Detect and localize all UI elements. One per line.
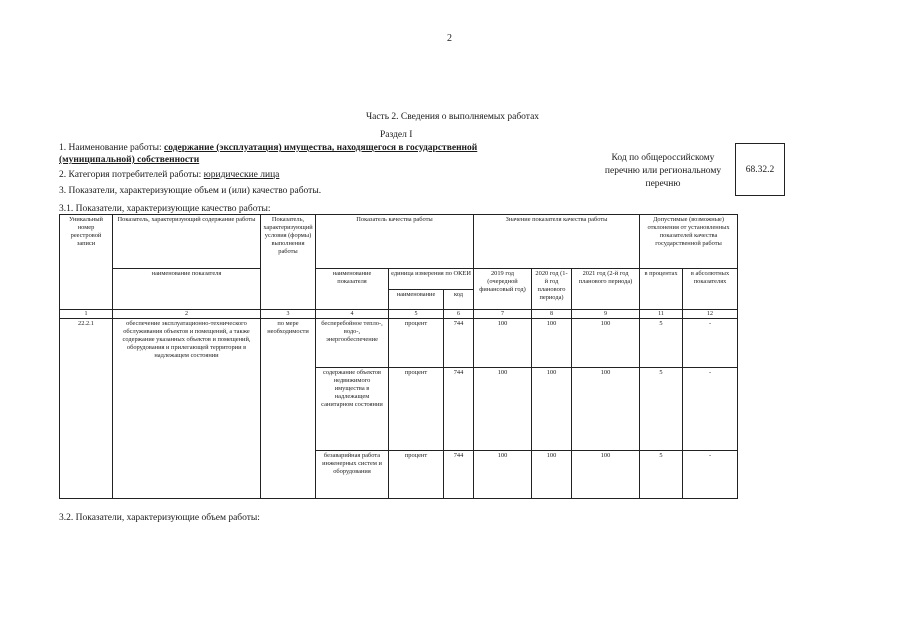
work-name-line — [59, 143, 477, 153]
value-2021: 100 — [572, 451, 640, 499]
part-title: Часть 2. Сведения о выполняемых работах — [365, 112, 540, 122]
value-2021: 100 — [572, 319, 640, 368]
header-unit-code: код — [444, 290, 474, 310]
volume-heading: 3.2. Показатели, характеризующие объем работы: — [59, 513, 260, 523]
column-number: 6 — [444, 310, 474, 319]
value-2019: 100 — [474, 319, 532, 368]
column-number-row — [60, 310, 738, 319]
value-2020: 100 — [532, 368, 572, 451]
column-number: 8 — [532, 310, 572, 319]
value-2020: 100 — [532, 319, 572, 368]
header-unit-name: наименование — [389, 290, 444, 310]
column-number: 4 — [316, 310, 389, 319]
header-2019: 2019 год (очередной финансовый год) — [474, 269, 532, 310]
table-header-row — [60, 215, 738, 269]
indicators-line: 3. Показатели, характеризующие объем и (или) качество работы. — [59, 186, 322, 196]
table-row — [60, 319, 738, 368]
column-number: 2 — [113, 310, 261, 319]
consumers-value: юридические лица — [203, 170, 280, 180]
deviation-percent: 5 — [640, 319, 683, 368]
value-2019: 100 — [474, 451, 532, 499]
okved-code: 68.32.2 — [745, 164, 775, 175]
header-deviation: Допустимые (возможные) отклонения от установленных показателей качества государственной работы — [640, 215, 738, 269]
deviation-percent: 5 — [640, 368, 683, 451]
header-content-name: наименование показателя — [113, 269, 261, 310]
okved-code-box — [735, 143, 785, 196]
column-number: 7 — [474, 310, 532, 319]
work-name-label: 1. Наименование работы: — [59, 143, 162, 153]
deviation-percent: 5 — [640, 451, 683, 499]
value-2021: 100 — [572, 368, 640, 451]
work-name-value: содержание (эксплуатация) имущества, находящегося в государственной — [164, 143, 478, 153]
header-quality-name: наименование показателя — [316, 269, 389, 310]
column-number: 9 — [572, 310, 640, 319]
quality-indicator-name: безаварийная работа инженерных систем и оборудования — [316, 451, 389, 499]
consumers-label: 2. Категория потребителей работы: — [59, 170, 202, 180]
work-condition: по мере необходимости — [261, 319, 316, 499]
column-number: 3 — [261, 310, 316, 319]
column-number: 12 — [683, 310, 738, 319]
work-content: обеспечение эксплуатационно-технического обслуживания объектов и помещений, а также содержание указанных объектов и помещений, оборудования и прилегающей территории в надлежащем состоянии — [113, 319, 261, 499]
header-quality-indicator: Показатель качества работы — [316, 215, 474, 269]
unit-code: 744 — [444, 368, 474, 451]
quality-heading: 3.1. Показатели, характеризующие качество работы: — [59, 204, 271, 214]
registry-number: 22.2.1 — [60, 319, 113, 499]
section-title: Раздел I — [380, 130, 413, 140]
header-dev-percent: в процентах — [640, 269, 683, 310]
deviation-absolute: - — [683, 368, 738, 451]
table-header-row — [60, 269, 738, 290]
unit-name: процент — [389, 319, 444, 368]
header-2021: 2021 год (2-й год планового периода) — [572, 269, 640, 310]
work-name-value-continued: (муниципальной) собственности — [59, 155, 200, 165]
page-number: 2 — [447, 33, 452, 44]
unit-code: 744 — [444, 451, 474, 499]
quality-table — [59, 214, 738, 499]
deviation-absolute: - — [683, 319, 738, 368]
header-unit: единица измерения по ОКЕИ — [389, 269, 474, 290]
unit-code: 744 — [444, 319, 474, 368]
header-registry: Уникальный номер реестровой записи — [60, 215, 113, 310]
okved-label: Код по общероссийскому перечню или региональному перечню — [604, 153, 722, 189]
column-number: 11 — [640, 310, 683, 319]
consumers-line — [59, 170, 279, 180]
unit-name: процент — [389, 368, 444, 451]
quality-indicator-name: бесперебойное тепло-, водо-, энергообеспечение — [316, 319, 389, 368]
deviation-absolute: - — [683, 451, 738, 499]
value-2020: 100 — [532, 451, 572, 499]
column-number: 5 — [389, 310, 444, 319]
value-2019: 100 — [474, 368, 532, 451]
column-number: 1 — [60, 310, 113, 319]
quality-indicator-name: содержание объектов недвижимого имущества в надлежащем санитарном состоянии — [316, 368, 389, 451]
header-content-indicator: Показатель, характеризующий содержание работы — [113, 215, 261, 269]
header-2020: 2020 год (1-й год планового периода) — [532, 269, 572, 310]
header-condition: Показатель, характеризующий условия (формы) выполнения работы — [261, 215, 316, 310]
unit-name: процент — [389, 451, 444, 499]
header-values: Значение показателя качества работы — [474, 215, 640, 269]
header-dev-absolute: в абсолютных показателях — [683, 269, 738, 310]
